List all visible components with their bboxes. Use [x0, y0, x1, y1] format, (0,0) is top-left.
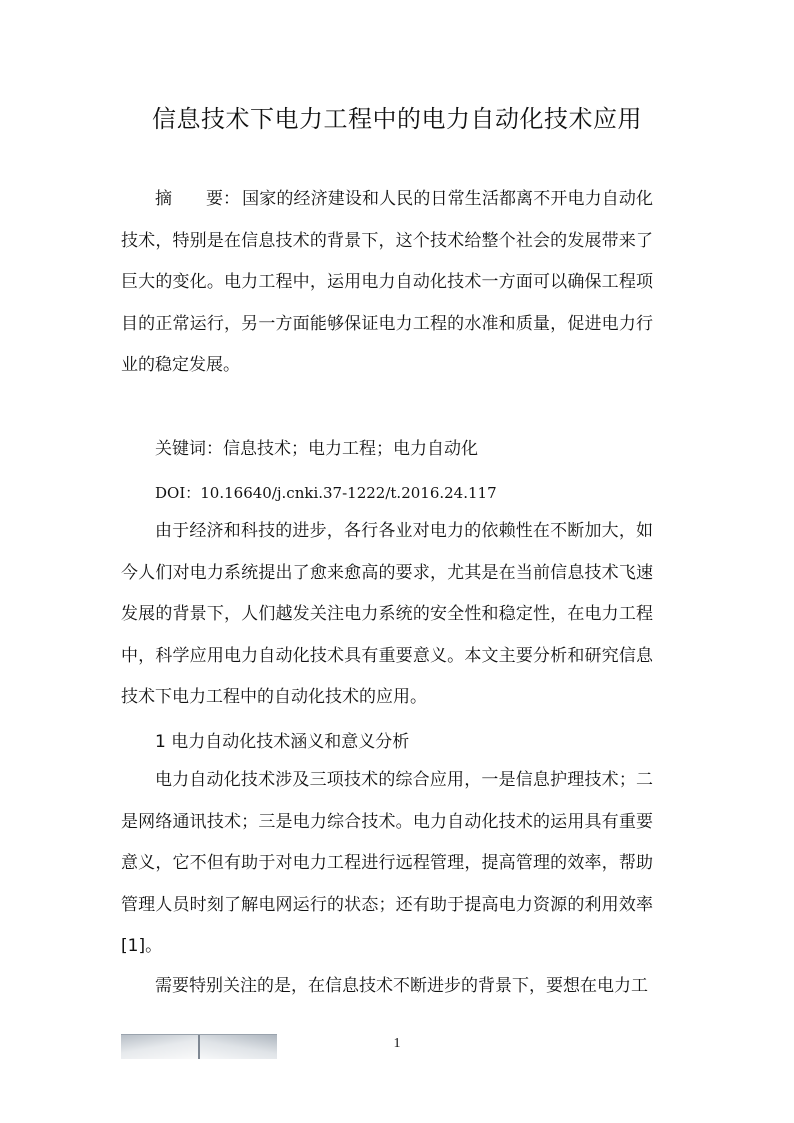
doi-line: DOI：10.16640/j.cnki.37-1222/t.2016.24.117: [155, 484, 497, 502]
book-spine: [198, 1035, 200, 1059]
abstract-text: 国家的经济建设和人民的日常生活都离不开电力自动化技术，特别是在信息技术的背景下，这个技术给整个社会的发展带来了巨大的变化。电力工程中，运用电力自动化技术一方面可以确保工程项目的正常运行，另一方面能够保证电力工程的水准和质量，促进电力行业的稳定发展。: [121, 189, 653, 375]
page-number: 1: [393, 1036, 401, 1051]
intro-paragraph: 由于经济和科技的进步，各行各业对电力的依赖性在不断加大，如今人们对电力系统提出了愈来愈高的要求，尤其是在当前信息技术飞速发展的背景下，人们越发关注电力系统的安全性和稳定性，在电力工程中，科学应用电力自动化技术具有重要意义。本文主要分析和研究信息技术下电力工程中的自动化技术的应用。: [121, 521, 653, 707]
keywords-line: 关键词：信息技术；电力工程；电力自动化: [155, 439, 478, 459]
document-title: 信息技术下电力工程中的电力自动化技术应用: [152, 105, 642, 133]
abstract-label: 摘 要：: [155, 189, 240, 209]
section-paragraph: 电力自动化技术涉及三项技术的综合应用，一是信息护理技术；二是网络通讯技术；三是电力综合技术。电力自动化技术的运用具有重要意义，它不但有助于对电力工程进行远程管理，提高管理的效率，帮助管理人员时刻了解电网运行的状态；还有助于提高电力资源的利用效率[1]。: [121, 770, 653, 956]
book-right-page: [199, 1035, 277, 1059]
book-left-page: [121, 1035, 199, 1059]
last-paragraph: 需要特别关注的是，在信息技术不断进步的背景下，要想在电力工: [155, 976, 648, 996]
abstract-paragraph: [121, 179, 653, 387]
book-decoration-image: [121, 1034, 277, 1059]
section-heading: 1 电力自动化技术涵义和意义分析: [155, 732, 410, 752]
